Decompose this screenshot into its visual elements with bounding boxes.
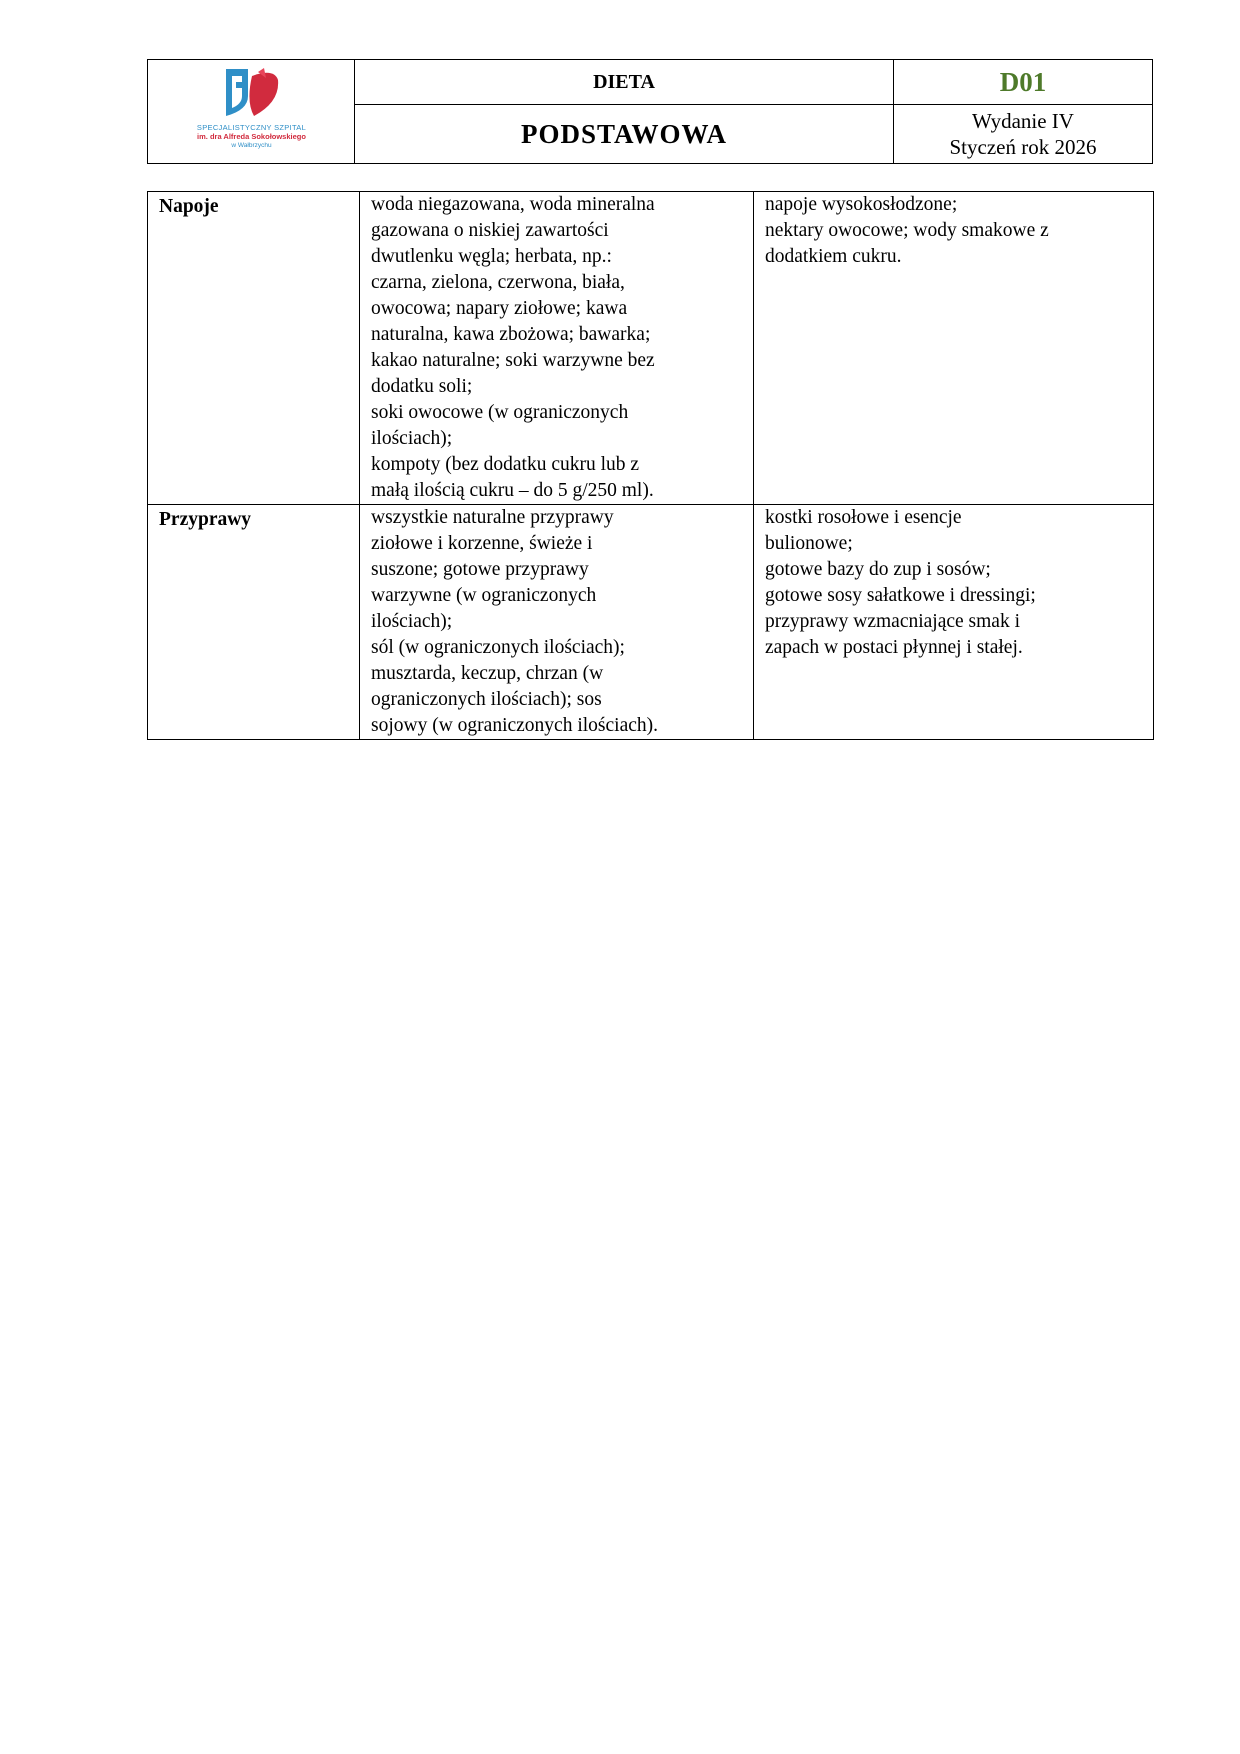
category-cell: Przyprawy [148, 505, 360, 740]
hospital-logo [148, 64, 355, 160]
table-row [148, 505, 1154, 740]
allowed-cell [360, 192, 754, 505]
text-line: dwutlenku węgla; herbata, np.: [371, 246, 612, 267]
text-line: dodatku soli; [371, 376, 473, 397]
text-line: sojowy (w ograniczonych ilościach). [371, 715, 658, 736]
text-line: gazowana o niskiej zawartości [371, 220, 609, 241]
text-line: napoje wysokosłodzone; [765, 194, 958, 215]
text-line: wszystkie naturalne przyprawy [371, 507, 614, 528]
document-header [147, 59, 1153, 164]
header-title-top: DIETA [355, 60, 894, 105]
text-line: ziołowe i korzenne, świeże i [371, 533, 593, 554]
logo-line-3: w Wałbrzychu [231, 142, 272, 149]
text-line: naturalna, kawa zbożowa; bawarka; [371, 324, 651, 345]
text-line: warzywne (w ograniczonych [371, 585, 597, 606]
text-line: przyprawy wzmacniające smak i [765, 611, 1021, 632]
forbidden-cell [754, 192, 1154, 505]
text-line: sól (w ograniczonych ilościach); [371, 637, 625, 658]
edition-number: Wydanie IV [972, 109, 1074, 133]
header-title-main: PODSTAWOWA [355, 105, 894, 163]
text-line: musztarda, keczup, chrzan (w [371, 663, 604, 684]
text-line: owocowa; napary ziołowe; kawa [371, 298, 628, 319]
text-line: bulionowe; [765, 533, 853, 554]
logo-line-2: im. dra Alfreda Sokołowskiego [197, 132, 306, 141]
allowed-cell [360, 505, 754, 740]
forbidden-cell [754, 505, 1154, 740]
text-line: małą ilością cukru – do 5 g/250 ml). [371, 480, 654, 501]
hospital-emblem-icon [222, 66, 282, 122]
text-line: woda niegazowana, woda mineralna [371, 194, 655, 215]
text-line: ilościach); [371, 428, 453, 449]
document-code: D01 [894, 60, 1152, 105]
table-row [148, 192, 1154, 505]
text-line: soki owocowe (w ograniczonych [371, 402, 629, 423]
text-line: gotowe sosy sałatkowe i dressingi; [765, 585, 1036, 606]
text-line: ograniczonych ilościach); sos [371, 689, 602, 710]
edition-info [894, 105, 1152, 163]
logo-cell [148, 60, 355, 163]
text-line: ilościach); [371, 611, 453, 632]
text-line: kostki rosołowe i esencje [765, 507, 962, 528]
text-line: nektary owocowe; wody smakowe z [765, 220, 1049, 241]
edition-date: Styczeń rok 2026 [949, 135, 1097, 159]
text-line: zapach w postaci płynnej i stałej. [765, 637, 1023, 658]
diet-table [147, 191, 1154, 740]
text-line: kompoty (bez dodatku cukru lub z [371, 454, 640, 475]
category-cell: Napoje [148, 192, 360, 505]
text-line: kakao naturalne; soki warzywne bez [371, 350, 655, 371]
text-line: suszone; gotowe przyprawy [371, 559, 589, 580]
text-line: gotowe bazy do zup i sosów; [765, 559, 991, 580]
text-line: czarna, zielona, czerwona, biała, [371, 272, 625, 293]
logo-line-1: SPECJALISTYCZNY SZPITAL [196, 123, 307, 132]
text-line: dodatkiem cukru. [765, 246, 902, 267]
